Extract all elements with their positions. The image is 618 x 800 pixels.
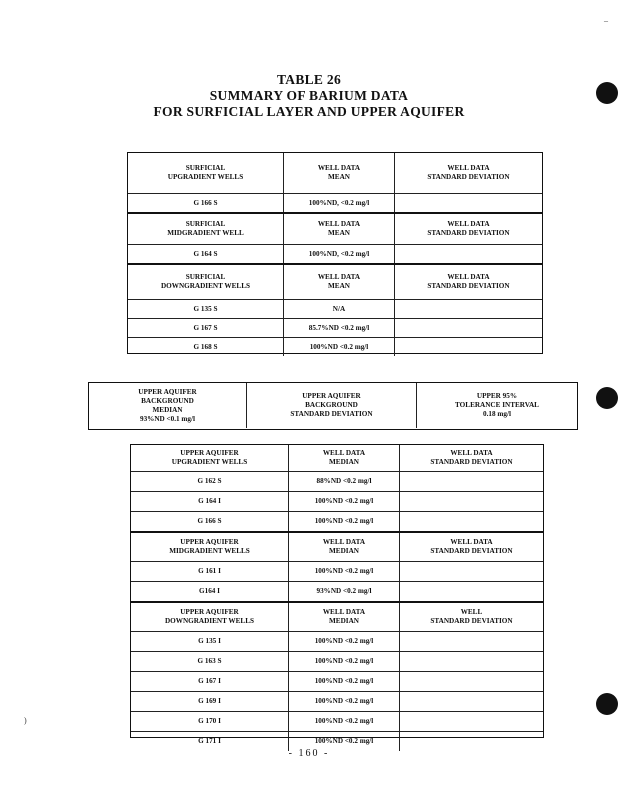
column-header: UPPER AQUIFER DOWNGRADIENT WELLS bbox=[164, 608, 254, 625]
background-row bbox=[89, 383, 577, 428]
header-row bbox=[128, 153, 542, 193]
table-title bbox=[0, 72, 618, 120]
std-dev-cell bbox=[394, 319, 542, 337]
std-dev-cell bbox=[399, 692, 543, 711]
std-dev-cell bbox=[394, 245, 542, 263]
table-row bbox=[128, 299, 542, 318]
column-header: WELL DATA MEAN bbox=[283, 265, 394, 299]
column-header: WELL STANDARD DEVIATION bbox=[399, 603, 543, 631]
well-id-cell: G 164 I bbox=[198, 497, 221, 505]
punch-hole-bottom bbox=[596, 693, 618, 715]
table-section bbox=[128, 263, 542, 356]
well-id-cell: G 164 S bbox=[193, 249, 218, 258]
well-id-cell: G 161 I bbox=[198, 567, 221, 575]
well-value-cell: 100%ND <0.2 mg/l bbox=[288, 712, 399, 731]
table-section bbox=[131, 601, 543, 751]
well-id-cell: G 168 S bbox=[193, 342, 218, 351]
column-header: WELL DATA STANDARD DEVIATION bbox=[394, 214, 542, 244]
punch-hole-top bbox=[596, 82, 618, 104]
scan-mark-left: ) bbox=[24, 716, 27, 725]
table-row bbox=[131, 651, 543, 671]
well-value-cell: 100%ND <0.2 mg/l bbox=[288, 692, 399, 711]
header-row bbox=[128, 214, 542, 244]
table-row bbox=[128, 337, 542, 356]
punch-hole-middle bbox=[596, 387, 618, 409]
column-header: WELL DATA STANDARD DEVIATION bbox=[399, 533, 543, 561]
table-row bbox=[131, 691, 543, 711]
table-row bbox=[131, 631, 543, 651]
std-dev-cell bbox=[399, 582, 543, 601]
column-header: SURFICIAL DOWNGRADIENT WELLS bbox=[160, 273, 250, 290]
std-dev-cell bbox=[394, 194, 542, 212]
scan-mark-top-right: _ bbox=[604, 14, 608, 23]
column-header: SURFICIAL UPGRADIENT WELLS bbox=[167, 164, 244, 181]
table-row bbox=[131, 471, 543, 491]
table-section bbox=[131, 445, 543, 531]
well-value-cell: 93%ND <0.2 mg/l bbox=[288, 582, 399, 601]
table-row bbox=[128, 244, 542, 263]
well-value-cell: 100%ND <0.2 mg/l bbox=[288, 512, 399, 531]
column-header: WELL DATA STANDARD DEVIATION bbox=[394, 153, 542, 193]
table-row bbox=[131, 561, 543, 581]
std-dev-cell bbox=[399, 712, 543, 731]
table-section bbox=[128, 212, 542, 263]
std-dev-cell bbox=[399, 652, 543, 671]
well-id-cell: G164 I bbox=[199, 587, 220, 595]
column-header: WELL DATA MEAN bbox=[283, 153, 394, 193]
well-value-cell: 100%ND <0.2 mg/l bbox=[288, 652, 399, 671]
table-row bbox=[131, 511, 543, 531]
header-row bbox=[131, 445, 543, 471]
column-header: WELL DATA MEAN bbox=[283, 214, 394, 244]
page-number: - 160 - bbox=[288, 748, 330, 759]
column-header: WELL DATA MEDIAN bbox=[288, 603, 399, 631]
well-id-cell: G 166 S bbox=[197, 517, 222, 525]
table-row bbox=[131, 671, 543, 691]
surficial-table bbox=[127, 152, 543, 354]
column-header: UPPER AQUIFER UPGRADIENT WELLS bbox=[171, 449, 248, 466]
well-value-cell: 100%ND <0.2 mg/l bbox=[288, 492, 399, 511]
title-line-1: TABLE 26 bbox=[276, 72, 342, 87]
table-row bbox=[128, 318, 542, 337]
well-value-cell: 100%ND, <0.2 mg/l bbox=[283, 245, 394, 263]
tolerance-interval-cell: UPPER 95% TOLERANCE INTERVAL 0.18 mg/l bbox=[416, 383, 577, 428]
well-value-cell: 100%ND, <0.2 mg/l bbox=[283, 194, 394, 212]
background-std-dev-cell: UPPER AQUIFER BACKGROUND STANDARD DEVIATION bbox=[246, 383, 416, 428]
column-header: WELL DATA MEDIAN bbox=[288, 445, 399, 471]
well-id-cell: G 166 S bbox=[193, 198, 218, 207]
column-header: WELL DATA MEDIAN bbox=[288, 533, 399, 561]
table-row bbox=[128, 193, 542, 212]
table-row bbox=[131, 491, 543, 511]
std-dev-cell bbox=[394, 300, 542, 318]
std-dev-cell bbox=[399, 672, 543, 691]
well-value-cell: 88%ND <0.2 mg/l bbox=[288, 472, 399, 491]
well-value-cell: 85.7%ND <0.2 mg/l bbox=[283, 319, 394, 337]
std-dev-cell bbox=[399, 632, 543, 651]
table-section bbox=[128, 153, 542, 212]
std-dev-cell bbox=[394, 338, 542, 356]
header-row bbox=[131, 533, 543, 561]
well-id-cell: G 163 S bbox=[197, 657, 222, 665]
upper-aquifer-table bbox=[130, 444, 544, 745]
well-id-cell: G 135 S bbox=[193, 304, 218, 313]
well-id-cell: G 171 I bbox=[198, 737, 221, 745]
column-header: UPPER AQUIFER MIDGRADIENT WELLS bbox=[169, 538, 250, 555]
well-id-cell: G 167 I bbox=[198, 677, 221, 685]
well-value-cell: 100%ND <0.2 mg/l bbox=[288, 562, 399, 581]
title-line-2: SUMMARY OF BARIUM DATA bbox=[209, 88, 409, 103]
well-id-cell: G 170 I bbox=[198, 717, 221, 725]
std-dev-cell bbox=[399, 492, 543, 511]
table-row bbox=[131, 711, 543, 731]
table-row bbox=[131, 581, 543, 601]
well-value-cell: N/A bbox=[283, 300, 394, 318]
column-header: WELL DATA STANDARD DEVIATION bbox=[394, 265, 542, 299]
well-value-cell: 100%ND <0.2 mg/l bbox=[288, 672, 399, 691]
column-header: SURFICIAL MIDGRADIENT WELL bbox=[167, 220, 244, 237]
well-value-cell: 100%ND <0.2 mg/l bbox=[288, 632, 399, 651]
header-row bbox=[128, 265, 542, 299]
header-row bbox=[131, 603, 543, 631]
well-value-cell: 100%ND <0.2 mg/l bbox=[283, 338, 394, 356]
well-id-cell: G 135 I bbox=[198, 637, 221, 645]
background-median-cell: UPPER AQUIFER BACKGROUND MEDIAN 93%ND <0.1 mg/l bbox=[138, 387, 197, 423]
std-dev-cell bbox=[399, 512, 543, 531]
table-section bbox=[131, 531, 543, 601]
column-header: WELL DATA STANDARD DEVIATION bbox=[399, 445, 543, 471]
well-value-cell: 100%ND <0.2 mg/l bbox=[288, 732, 399, 751]
title-line-3: FOR SURFICIAL LAYER AND UPPER AQUIFER bbox=[153, 104, 465, 119]
background-table bbox=[88, 382, 578, 430]
well-id-cell: G 167 S bbox=[193, 323, 218, 332]
well-id-cell: G 162 S bbox=[197, 477, 222, 485]
std-dev-cell bbox=[399, 472, 543, 491]
well-id-cell: G 169 I bbox=[198, 697, 221, 705]
std-dev-cell bbox=[399, 562, 543, 581]
